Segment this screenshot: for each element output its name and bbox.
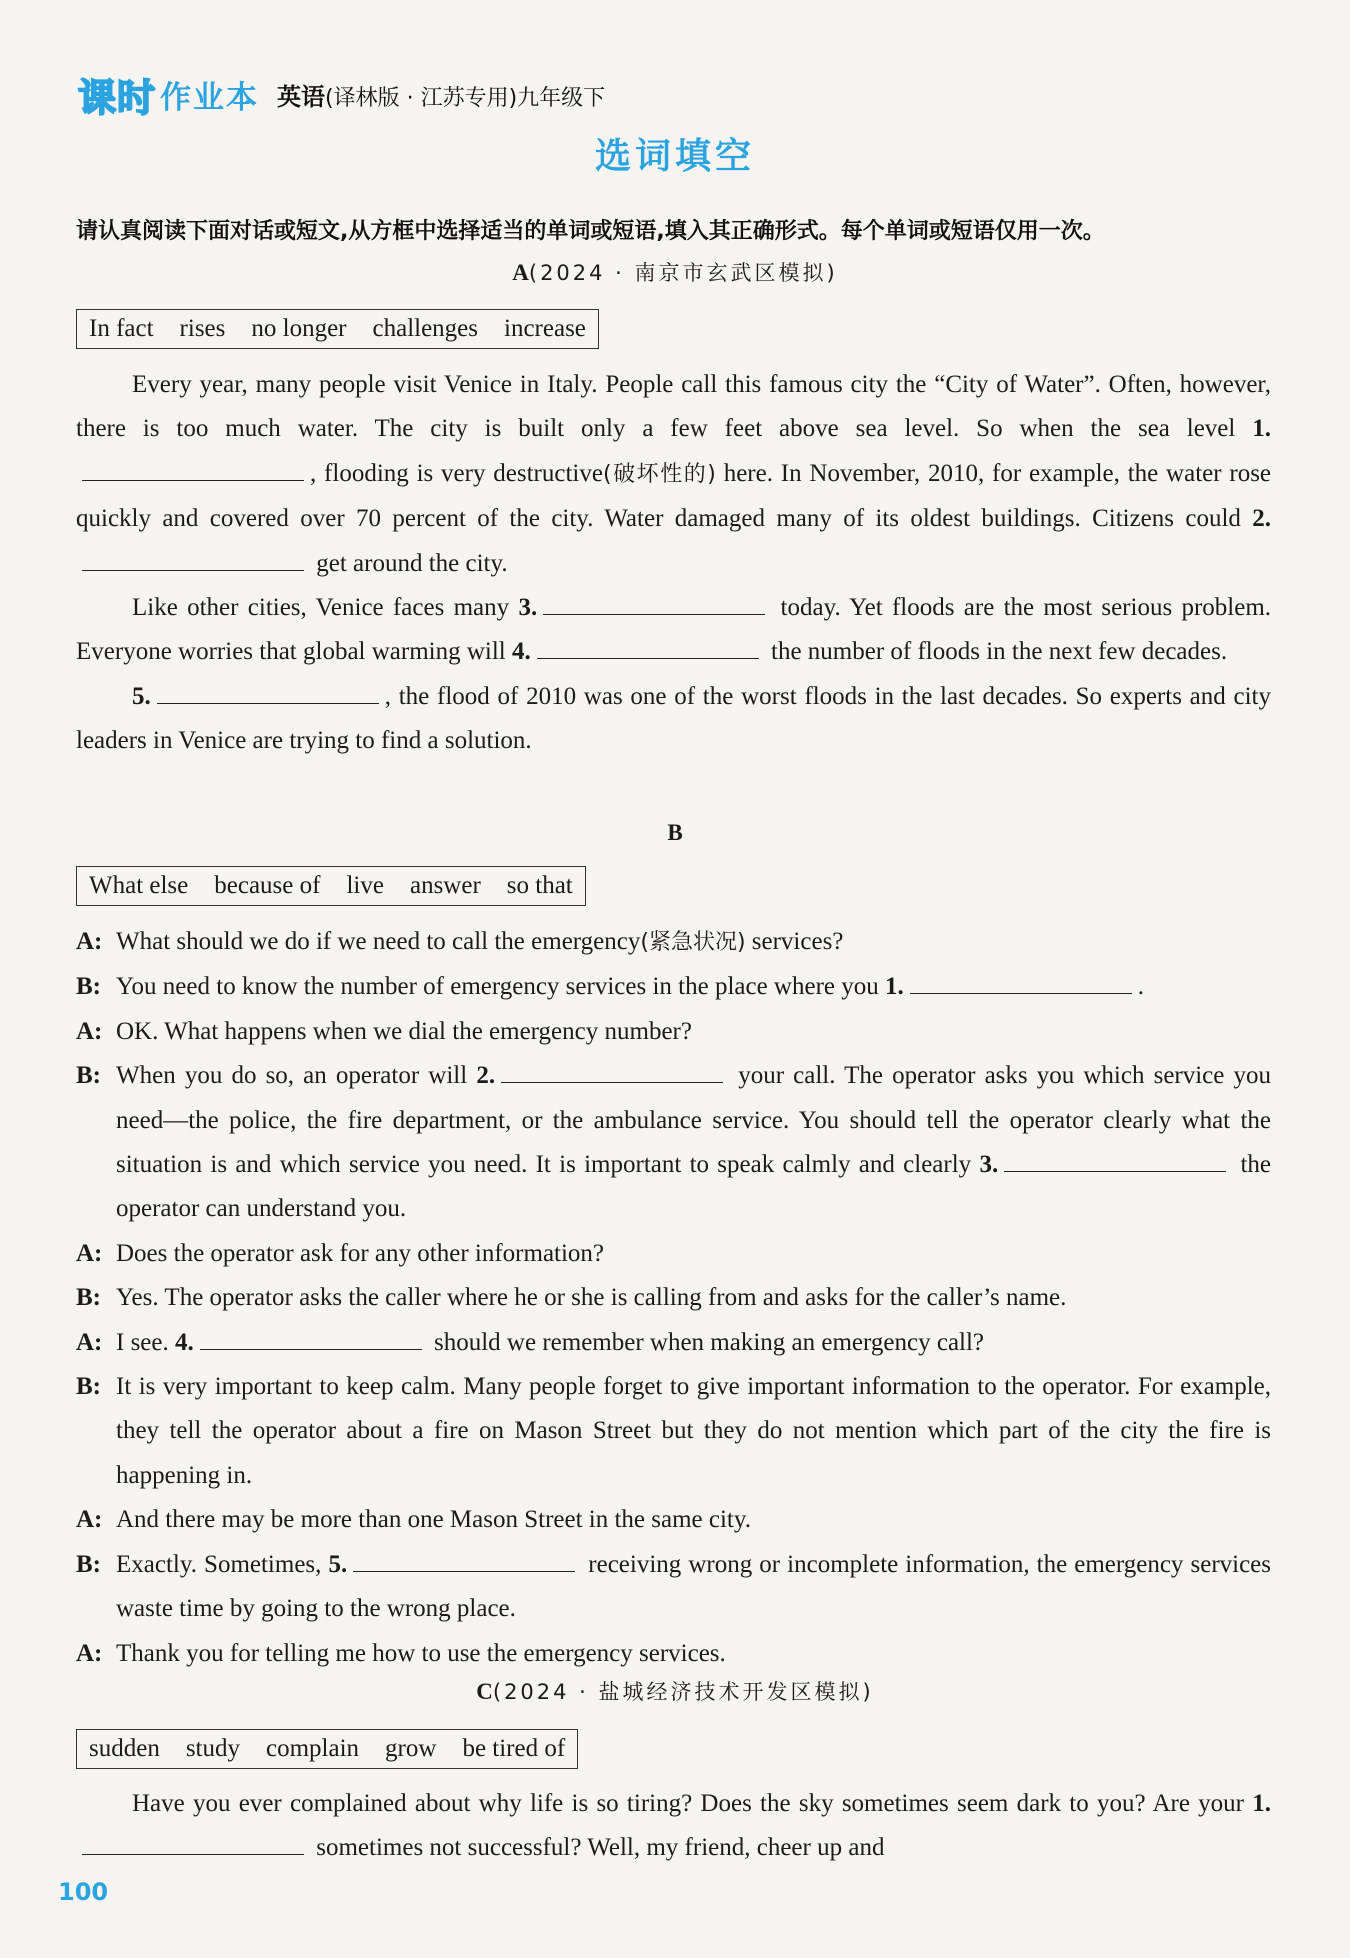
answer-blank-c1[interactable] <box>82 1830 304 1855</box>
answer-blank-b5[interactable] <box>353 1547 575 1572</box>
word-box-item: be tired of <box>462 1735 566 1762</box>
passage-a-paragraph-2: Like other cities, Venice faces many 3. today. Yet floods are the most serious problem. Everyone worries that global warming will 4. the number of floods in the next few decades. <box>76 586 1271 675</box>
logo-text-primary: 课时 <box>78 75 157 120</box>
blank-number: 5. <box>328 1550 348 1578</box>
blank-number: 3. <box>979 1151 999 1179</box>
word-box-item: answer <box>409 872 481 899</box>
logo-text-secondary: 作业本 <box>160 79 260 116</box>
speaker-label: A: <box>76 1328 103 1356</box>
word-box-item: because of <box>214 872 321 899</box>
passage-c-paragraph-1: Have you ever complained about why life is so tiring? Does the sky sometimes seem dark to you? Are your 1. sometimes not successful? Well, my friend, cheer up and <box>76 1782 1271 1871</box>
answer-blank-a3[interactable] <box>543 590 765 615</box>
word-box-c <box>76 1729 578 1769</box>
speaker-label: B: <box>76 1373 101 1401</box>
page-title: 选词填空 <box>594 136 755 177</box>
dialogue-line: A: I see. 4. should we remember when making an emergency call? <box>76 1321 1271 1365</box>
dialogue-b <box>76 920 1271 1676</box>
speaker-label: B: <box>76 1284 101 1312</box>
dialogue-line: B: Yes. The operator asks the caller where he or she is calling from and asks for the caller’s name. <box>76 1276 1271 1320</box>
dialogue-line: A: Does the operator ask for any other information? <box>76 1232 1271 1276</box>
word-box-item: What else <box>89 872 189 899</box>
answer-blank-a5[interactable] <box>157 679 379 704</box>
word-box-item: In fact <box>89 315 154 342</box>
word-box-item: complain <box>266 1735 360 1762</box>
answer-blank-a4[interactable] <box>537 634 759 659</box>
subject-name: 英语 <box>277 82 326 111</box>
blank-number: 2. <box>1252 505 1272 533</box>
speaker-label: A: <box>76 1639 103 1667</box>
speaker-label: B: <box>76 1062 101 1090</box>
edition-label: (译林版 · 江苏专用)九年级下 <box>325 85 606 111</box>
page-number: 100 <box>58 1878 109 1906</box>
dialogue-line: B: Exactly. Sometimes, 5. receiving wrong or incomplete information, the emergency services waste time by going to the wrong place. <box>76 1543 1271 1632</box>
speaker-label: A: <box>76 1506 103 1534</box>
word-box-item: rises <box>179 315 226 342</box>
speaker-label: B: <box>76 973 101 1001</box>
page-header <box>78 74 606 120</box>
speaker-label: A: <box>76 1239 103 1267</box>
word-box-item: challenges <box>372 315 479 342</box>
dialogue-line: B: When you do so, an operator will 2. your call. The operator asks you which service you need—the police, the fire department, or the ambulance service. You should tell the operator clearly what the situation is and which service you need. It is important to speak calmly and clearly 3. the operator can understand you. <box>76 1054 1271 1232</box>
blank-number: 2. <box>476 1062 496 1090</box>
word-box-item: so that <box>506 872 573 899</box>
answer-blank-b1[interactable] <box>910 969 1132 994</box>
section-c-heading <box>0 1676 1350 1706</box>
blank-number: 5. <box>132 682 151 710</box>
dialogue-line: B: You need to know the number of emergency services in the place where you 1. . <box>76 965 1271 1009</box>
section-a-source: (2024 · 南京市玄武区模拟) <box>528 261 838 285</box>
speaker-label: A: <box>76 928 103 955</box>
blank-number: 4. <box>512 638 531 666</box>
passage-c <box>76 1782 1271 1871</box>
blank-number: 1. <box>1252 415 1272 443</box>
answer-blank-a2[interactable] <box>82 546 304 571</box>
dialogue-line: A: Thank you for telling me how to use the emergency services. <box>76 1632 1271 1676</box>
section-a-label: A <box>512 260 529 285</box>
speaker-label: A: <box>76 1017 103 1045</box>
section-c-source: (2024 · 盐城经济技术开发区模拟) <box>492 1680 874 1704</box>
blank-number: 4. <box>175 1328 194 1356</box>
section-a-heading <box>0 257 1350 287</box>
word-box-item: grow <box>385 1735 437 1762</box>
word-box-item: increase <box>504 315 586 342</box>
word-box-item: no longer <box>251 315 347 342</box>
dialogue-line: B: It is very important to keep calm. Many people forget to give important information to the operator. For example, they tell the operator about a fire on Mason Street but they do not mention which part of the city the fire is happening in. <box>76 1365 1271 1498</box>
blank-number: 1. <box>885 973 904 1001</box>
word-box-item: live <box>346 872 384 899</box>
section-b-label: B <box>667 820 683 845</box>
section-c-label: C <box>476 1679 493 1704</box>
passage-a <box>76 363 1271 764</box>
dialogue-line: A: What should we do if we need to call the emergency(紧急状况) services? <box>76 920 1271 965</box>
word-box-item: study <box>185 1735 241 1762</box>
word-box-b <box>76 866 586 906</box>
answer-blank-b2[interactable] <box>501 1058 723 1083</box>
passage-a-paragraph-1: Every year, many people visit Venice in Italy. People call this famous city the “City of Water”. Often, however, there is too much water. The city is built only a few feet above sea level. So when the sea level 1., flooding is very destructive(破坏性的) here. In November, 2010, for example, the water rose quickly and covered over 70 percent of the city. Water damaged many of its oldest buildings. Citizens could 2. get around the city. <box>76 371 1272 577</box>
dialogue-line: A: OK. What happens when we dial the emergency number? <box>76 1010 1271 1054</box>
passage-a-paragraph-3: 5. , the flood of 2010 was one of the worst floods in the last decades. So experts and city leaders in Venice are trying to find a solution. <box>76 675 1271 764</box>
word-box-a <box>76 309 599 349</box>
blank-number: 3. <box>518 594 538 622</box>
speaker-label: B: <box>76 1550 101 1578</box>
answer-blank-b3[interactable] <box>1004 1147 1226 1172</box>
word-box-item: sudden <box>89 1735 160 1762</box>
section-b-heading <box>0 820 1350 846</box>
answer-blank-b4[interactable] <box>200 1325 422 1350</box>
answer-blank-a1[interactable] <box>82 456 304 481</box>
dialogue-line: A: And there may be more than one Mason Street in the same city. <box>76 1498 1271 1542</box>
subject-label <box>277 77 605 112</box>
instructions: 请认真阅读下面对话或短文,从方框中选择适当的单词或短语,填入其正确形式。每个单词或短语仅用一次。 <box>76 219 1105 244</box>
blank-number: 1. <box>1252 1790 1271 1817</box>
